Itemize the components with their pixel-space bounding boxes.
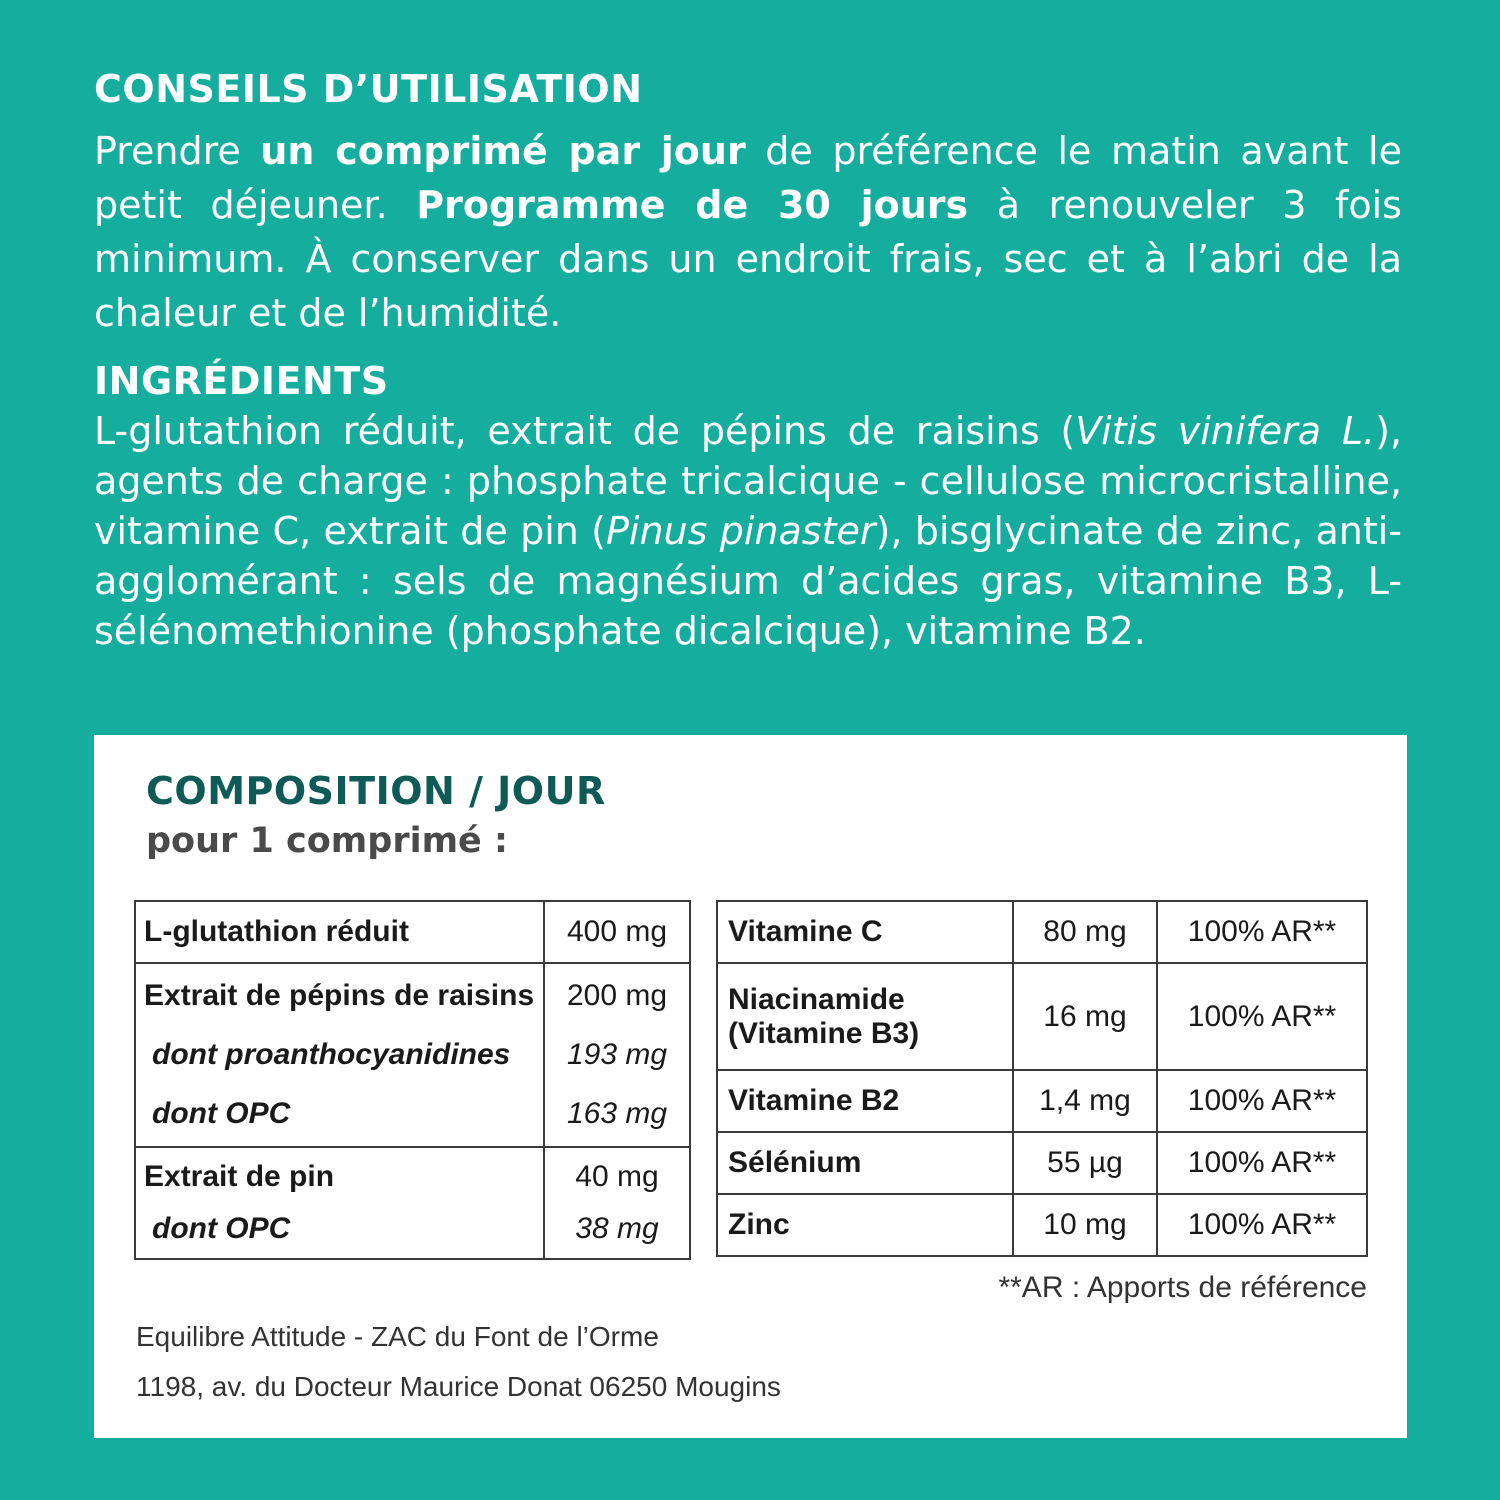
table-row — [717, 1194, 1367, 1256]
nutrient-ar: 100% AR** — [1157, 1132, 1367, 1194]
composition-title: COMPOSITION / JOUR — [146, 769, 606, 813]
nutrient-qty: 55 µg — [1013, 1132, 1157, 1194]
nutrient-qty: 10 mg — [1013, 1194, 1157, 1256]
ingredient-qty: 40 mg — [575, 1160, 659, 1193]
ingredient-subqty: 163 mg — [566, 1096, 668, 1130]
ingredient-subqty: 193 mg — [566, 1037, 668, 1071]
ingredient-name: Extrait de pin — [144, 1160, 335, 1193]
table-row — [717, 963, 1367, 1070]
ar-footnote: **AR : Apports de référence — [998, 1271, 1367, 1304]
nutrient-ar: 100% AR** — [1157, 963, 1367, 1070]
table-row — [717, 1132, 1367, 1194]
ingredient-subname: dont OPC — [152, 1096, 291, 1130]
ingredient-qty: 400 mg — [544, 901, 690, 963]
nutrient-name-line: Niacinamide — [728, 982, 905, 1016]
nutrient-ar: 100% AR** — [1157, 901, 1367, 963]
nutrient-ar: 100% AR** — [1157, 1070, 1367, 1132]
table-row — [135, 1147, 690, 1259]
table-row — [135, 901, 690, 963]
nutrient-qty: 80 mg — [1013, 901, 1157, 963]
nutrient-name: Zinc — [717, 1194, 1013, 1256]
ingredients-text: L-glutathion réduit, extrait de pépins de raisins (Vitis vinifera L.), agents de charge : phosphate tricalcique - cellulose microcristalline, vitamine C, extrait de pin (Pinus pinaster), bisglycinate de zinc, anti-agglomérant : sels de magnésium d’acides gras, vitamine B3, L-sélénomethionine (phosphate dicalcique), vitamine B2. — [94, 409, 1402, 653]
nutrient-qty: 1,4 mg — [1013, 1070, 1157, 1132]
ingredient-cell — [135, 1147, 544, 1259]
nutrient-ar: 100% AR** — [1157, 1194, 1367, 1256]
usage-title: CONSEILS D’UTILISATION — [94, 67, 643, 111]
ingredient-qty: 200 mg — [566, 979, 668, 1013]
nutrient-name: Sélénium — [717, 1132, 1013, 1194]
address-line-1: Equilibre Attitude - ZAC du Font de l’Orme — [136, 1321, 659, 1352]
nutrient-name — [717, 963, 1013, 1070]
usage-text: Prendre un comprimé par jour de préférence le matin avant le petit déjeuner. Programme de 30 jours à renouveler 3 fois minimum. À conserver dans un endroit frais, sec et à l’abri de la chaleur et de l’humidité. — [94, 129, 1402, 335]
ingredient-subqty: 38 mg — [575, 1212, 659, 1245]
ingredient-qty-cell — [544, 1147, 690, 1259]
table-row — [135, 963, 690, 1147]
ingredient-name: L-glutathion réduit — [135, 901, 544, 963]
ingredient-cell — [135, 963, 544, 1147]
ingredients-title: INGRÉDIENTS — [94, 359, 389, 403]
composition-panel — [94, 735, 1407, 1438]
ingredient-name: Extrait de pépins de raisins — [144, 979, 535, 1013]
table-row — [717, 1070, 1367, 1132]
composition-table-right — [716, 900, 1368, 1257]
composition-table-left — [134, 900, 691, 1260]
ingredient-qty-cell — [544, 963, 690, 1147]
address-line-2: 1198, av. du Docteur Maurice Donat 06250 Mougins — [136, 1371, 781, 1402]
nutrient-name-line: (Vitamine B3) — [728, 1016, 920, 1050]
table-row — [717, 901, 1367, 963]
ingredient-subname: dont proanthocyanidines — [152, 1037, 511, 1071]
nutrient-qty: 16 mg — [1013, 963, 1157, 1070]
composition-subtitle: pour 1 comprimé : — [146, 821, 508, 861]
nutrient-name: Vitamine C — [717, 901, 1013, 963]
ingredient-subname: dont OPC — [152, 1212, 291, 1245]
nutrient-name: Vitamine B2 — [717, 1070, 1013, 1132]
